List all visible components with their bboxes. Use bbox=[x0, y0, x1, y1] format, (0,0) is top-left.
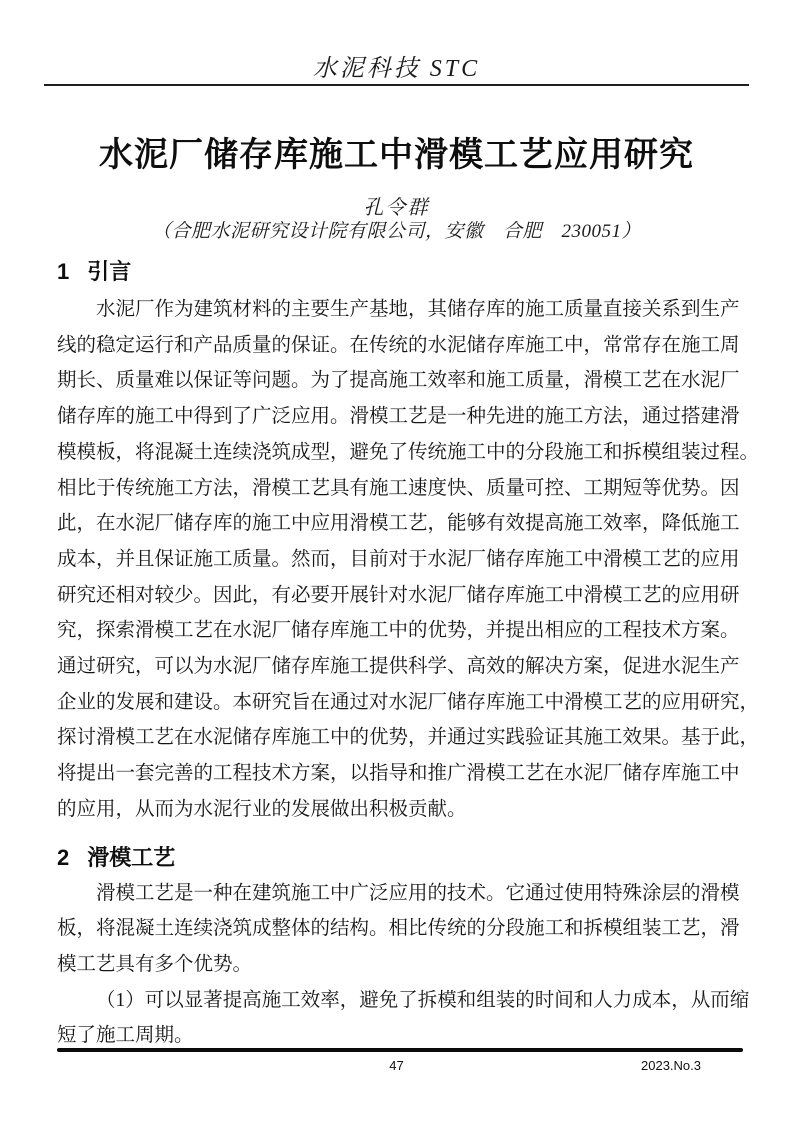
section-title: 引言 bbox=[87, 259, 132, 284]
section-heading-1 bbox=[57, 258, 733, 286]
section-title: 滑模工艺 bbox=[87, 844, 176, 870]
text-line: 滑模工艺是一种在建筑施工中广泛应用的技术。它通过使用特殊涂层的滑模 bbox=[96, 882, 740, 904]
text-line: 企业的发展和建设。本研究旨在通过对水泥厂储存库施工中滑模工艺的应用研究， bbox=[57, 691, 760, 713]
article-body bbox=[57, 258, 760, 1054]
issue-number: 2023.No.3 bbox=[641, 1058, 701, 1073]
text-line: 通过研究，可以为水泥厂储存库施工提供科学、高效的解决方案，促进水泥生产 bbox=[57, 656, 740, 678]
paragraph-slipform-overview bbox=[57, 876, 740, 983]
text-line: 相比于传统施工方法，滑模工艺具有施工速度快、质量可控、工期短等优势。因 bbox=[57, 477, 740, 499]
section-number: 2 bbox=[57, 844, 70, 870]
page-number: 47 bbox=[389, 1058, 404, 1073]
text-line: 储存库的施工中得到了广泛应用。滑模工艺是一种先进的施工方法，通过搭建滑 bbox=[57, 406, 740, 428]
text-line: 板，将混凝土连续浇筑成整体的结构。相比传统的分段施工和拆模组装工艺，滑 bbox=[57, 918, 740, 940]
header-divider-rule bbox=[44, 84, 749, 86]
text-line: 此，在水泥厂储存库的施工中应用滑模工艺，能够有效提高施工效率，降低施工 bbox=[57, 513, 740, 535]
text-line: 模工艺具有多个优势。 bbox=[57, 953, 253, 975]
text-line: 线的稳定运行和产品质量的保证。在传统的水泥储存库施工中，常常存在施工周 bbox=[57, 334, 740, 356]
text-line: 的应用，从而为水泥行业的发展做出积极贡献。 bbox=[57, 798, 467, 820]
section-heading-2 bbox=[57, 844, 733, 872]
paragraph-intro bbox=[57, 292, 760, 828]
text-line: 期长、质量难以保证等问题。为了提高施工效率和施工质量，滑模工艺在水泥厂 bbox=[57, 370, 740, 392]
text-line: 究，探索滑模工艺在水泥厂储存库施工中的优势，并提出相应的工程技术方案。 bbox=[57, 620, 740, 642]
footer-divider-rule bbox=[57, 1048, 743, 1052]
text-line: 研究还相对较少。因此，有必要开展针对水泥厂储存库施工中滑模工艺的应用研 bbox=[57, 584, 740, 606]
text-line: 短了施工周期。 bbox=[57, 1025, 194, 1047]
section-number: 1 bbox=[57, 259, 70, 284]
paragraph-advantage-1 bbox=[57, 983, 750, 1054]
author-affiliation: （合肥水泥研究设计院有限公司，安徽 合肥 230051） bbox=[151, 221, 641, 242]
article-title: 水泥厂储存库施工中滑模工艺应用研究 bbox=[99, 136, 694, 174]
text-line: 探讨滑模工艺在水泥储存库施工中的优势，并通过实践验证其施工效果。基于此， bbox=[57, 727, 760, 749]
text-line: 将提出一套完善的工程技术方案，以指导和推广滑模工艺在水泥厂储存库施工中 bbox=[57, 763, 740, 785]
text-line: 水泥厂作为建筑材料的主要生产基地，其储存库的施工质量直接关系到生产 bbox=[96, 299, 740, 320]
author-name: 孔令群 bbox=[363, 197, 430, 219]
text-line: 成本，并且保证施工质量。然而，目前对于水泥厂储存库施工中滑模工艺的应用 bbox=[57, 548, 740, 570]
text-line: （1）可以显著提高施工效率，避免了拆模和组装的时间和人力成本，从而缩 bbox=[96, 989, 750, 1011]
text-line: 模模板，将混凝土连续浇筑成型，避免了传统施工中的分段施工和拆模组装过程。 bbox=[57, 441, 760, 463]
journal-running-head: 水泥科技 STC bbox=[312, 56, 481, 82]
